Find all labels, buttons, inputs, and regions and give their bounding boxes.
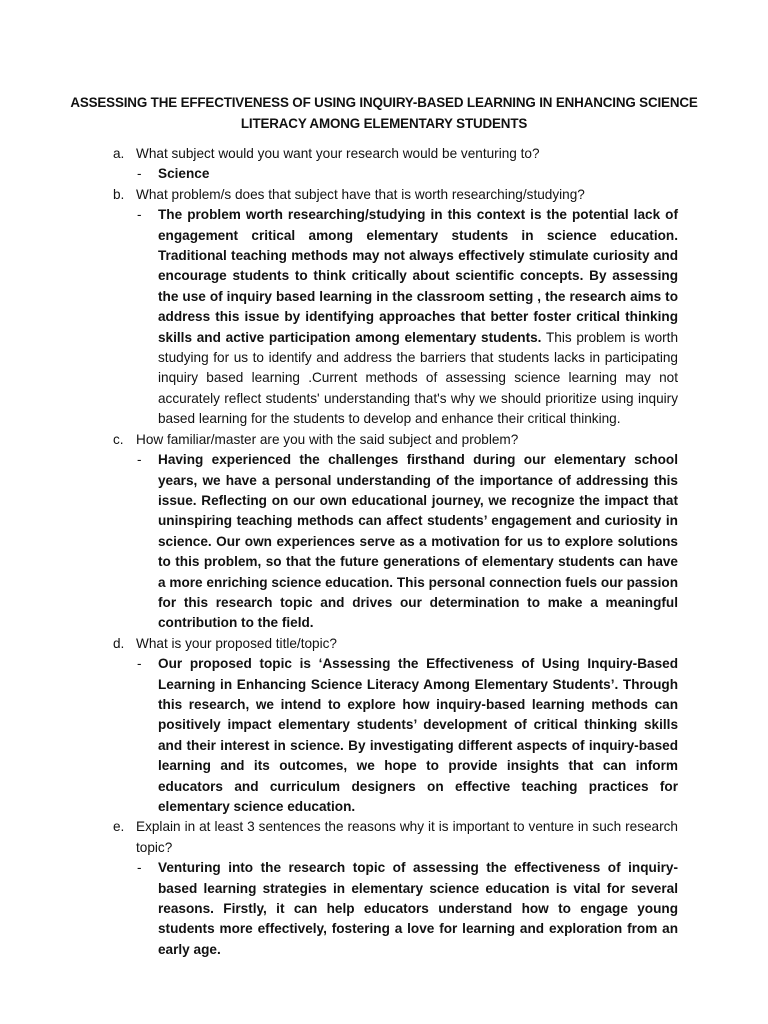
question-text: Explain in at least 3 sentences the reasons why it is important to venture in such research topic? <box>136 819 678 855</box>
answer-dash: - <box>137 656 142 672</box>
answer-dash: - <box>137 207 142 223</box>
title-line-1: ASSESSING THE EFFECTIVENESS OF USING INQUIRY-BASED LEARNING IN ENHANCING SCIENCE <box>70 95 698 110</box>
answer-dash: - <box>137 166 142 182</box>
question-list <box>0 144 768 960</box>
question-text: What is your proposed title/topic? <box>136 635 337 651</box>
answer-plain-text: This problem is worth studying for us to identify and address the barriers that students lacks in participating inquiry based learning .Current methods of assessing science learning may not accurately reflect students' understanding that's why we should prioritize using inquiry based learning for the students to develop and enhance their critical thinking. <box>158 329 679 427</box>
question-letter: c. <box>113 431 124 447</box>
question-text: How familiar/master are you with the said subject and problem? <box>136 431 519 447</box>
answer-e <box>0 858 768 960</box>
answer-dash: - <box>137 452 142 468</box>
question-e <box>0 817 768 858</box>
question-text: What subject would you want your research would be venturing to? <box>136 146 540 161</box>
document-title <box>70 93 698 134</box>
question-b <box>0 185 768 205</box>
question-d <box>0 634 768 654</box>
answer-bold-text: Having experienced the challenges firsthand during our elementary school years, we have a personal understanding of the importance of addressing this issue. Reflecting on our own educational journey, we recognize the impact that uninspiring teaching methods can affect students’ engagement and curiosity in science. Our own experiences serve as a motivation for us to explore solutions to this problem, so that the future generations of elementary students can have a more enriching science education. This personal connection fuels our passion for this research topic and drives our determination to make a meaningful contribution to the field. <box>158 452 678 631</box>
question-text: What problem/s does that subject have that is worth researching/studying? <box>136 186 585 202</box>
question-a <box>0 144 768 164</box>
answer-bold-text: Our proposed topic is ‘Assessing the Effectiveness of Using Inquiry-Based Learning in Enhancing Science Literacy Among Elementary Students’. Through this research, we intend to explore how inquiry-based learning methods can positively impact elementary students’ development of critical thinking skills and their interest in science. By investigating different aspects of inquiry-based learning and its outcomes, we hope to provide insights that can inform educators and curriculum designers on effective teaching practices for elementary science education. <box>158 656 678 814</box>
answer-a <box>0 164 768 184</box>
answer-dash: - <box>137 860 142 876</box>
question-c <box>0 430 768 450</box>
question-letter: d. <box>113 635 125 651</box>
question-letter: a. <box>113 146 125 161</box>
question-letter: e. <box>113 819 125 835</box>
question-letter: b. <box>113 186 125 202</box>
title-line-2: LITERACY AMONG ELEMENTARY STUDENTS <box>240 115 528 131</box>
answer-bold-text: Venturing into the research topic of assessing the effectiveness of inquiry-based learning strategies in elementary science education is vital for several reasons. Firstly, it can help educators understand how to engage young students more effectively, fostering a love for learning and exploration from an early age. <box>158 860 678 957</box>
answer-bold-text: The problem worth researching/studying in this context is the potential lack of engagement critical among elementary students in science education. Traditional teaching methods may not always effectively stimulate curiosity and encourage students to think critically about scientific concepts. By assessing the use of inquiry based learning in the classroom setting , the research aims to address this issue by identifying approaches that better foster critical thinking skills and active participation among elementary students. <box>158 207 678 345</box>
answer-bold-text: Science <box>158 166 210 182</box>
answer-b <box>0 205 768 429</box>
answer-d <box>0 654 768 817</box>
answer-c <box>0 450 768 634</box>
